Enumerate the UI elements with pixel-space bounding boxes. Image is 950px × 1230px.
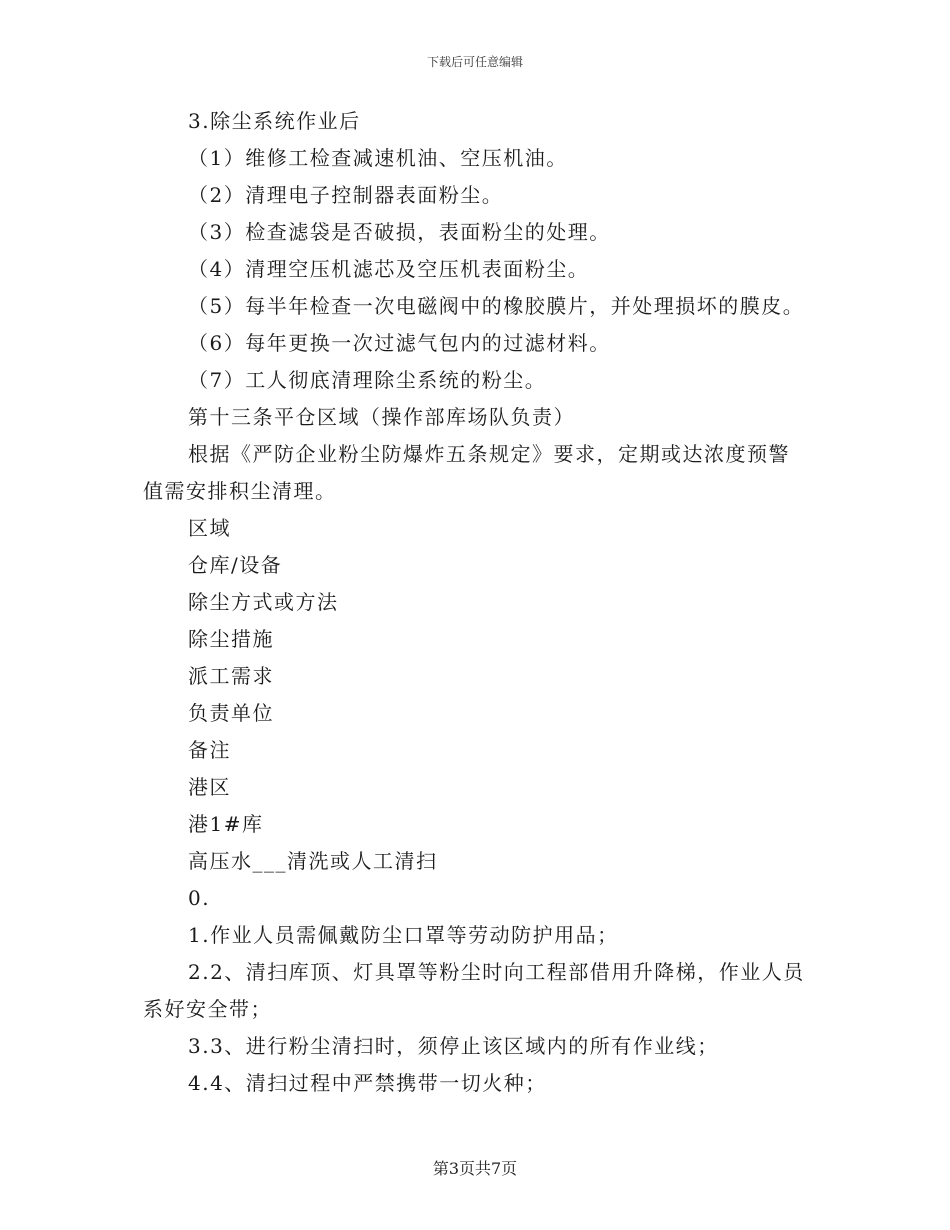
article-heading: 第十三条平仓区域（操作部库场队负责） xyxy=(188,405,575,429)
list-item: 1.作业人员需佩戴防尘口罩等劳动防护用品； xyxy=(188,923,619,947)
table-cell: 0. xyxy=(188,886,211,910)
list-item: 2.2、清扫库顶、灯具罩等粉尘时向工程部借用升降梯，作业人员 xyxy=(188,960,805,984)
table-cell: 港区 xyxy=(188,775,231,799)
list-item: （1）维修工检查减速机油、空压机油。 xyxy=(188,146,568,170)
list-item: （3）检查滤袋是否破损，表面粉尘的处理。 xyxy=(188,220,611,244)
paragraph-line: 根据《严防企业粉尘防爆炸五条规定》要求，定期或达浓度预警 xyxy=(188,442,790,466)
list-item: 3.3、进行粉尘清扫时，须停止该区域内的所有作业线； xyxy=(188,1034,719,1058)
table-cell: 仓库/设备 xyxy=(188,553,283,577)
section-heading: 3.除尘系统作业后 xyxy=(188,109,361,133)
list-item: （4）清理空压机滤芯及空压机表面粉尘。 xyxy=(188,257,590,281)
list-item: （2）清理电子控制器表面粉尘。 xyxy=(188,183,504,207)
page-number: 第3页共7页 xyxy=(432,1159,518,1178)
page-header: 下载后可任意编辑 xyxy=(426,55,523,69)
list-item-continuation: 系好安全带； xyxy=(143,997,272,1021)
list-item: （7）工人彻底清理除尘系统的粉尘。 xyxy=(188,368,547,392)
table-cell: 高压水___清洗或人工清扫 xyxy=(188,849,438,873)
paragraph-line: 值需安排积尘清理。 xyxy=(143,479,337,503)
table-cell: 港1#库 xyxy=(188,812,264,836)
table-cell: 除尘措施 xyxy=(188,627,274,651)
table-cell: 派工需求 xyxy=(188,664,274,688)
list-item: 4.4、清扫过程中严禁携带一切火种； xyxy=(188,1071,547,1095)
table-cell: 区域 xyxy=(188,516,231,540)
table-cell: 负责单位 xyxy=(188,701,274,725)
list-item: （5）每半年检查一次电磁阀中的橡胶膜片，并处理损坏的膜皮。 xyxy=(188,294,805,318)
table-cell: 除尘方式或方法 xyxy=(188,590,339,614)
table-cell: 备注 xyxy=(188,738,231,762)
list-item: （6）每年更换一次过滤气包内的过滤材料。 xyxy=(188,331,611,355)
